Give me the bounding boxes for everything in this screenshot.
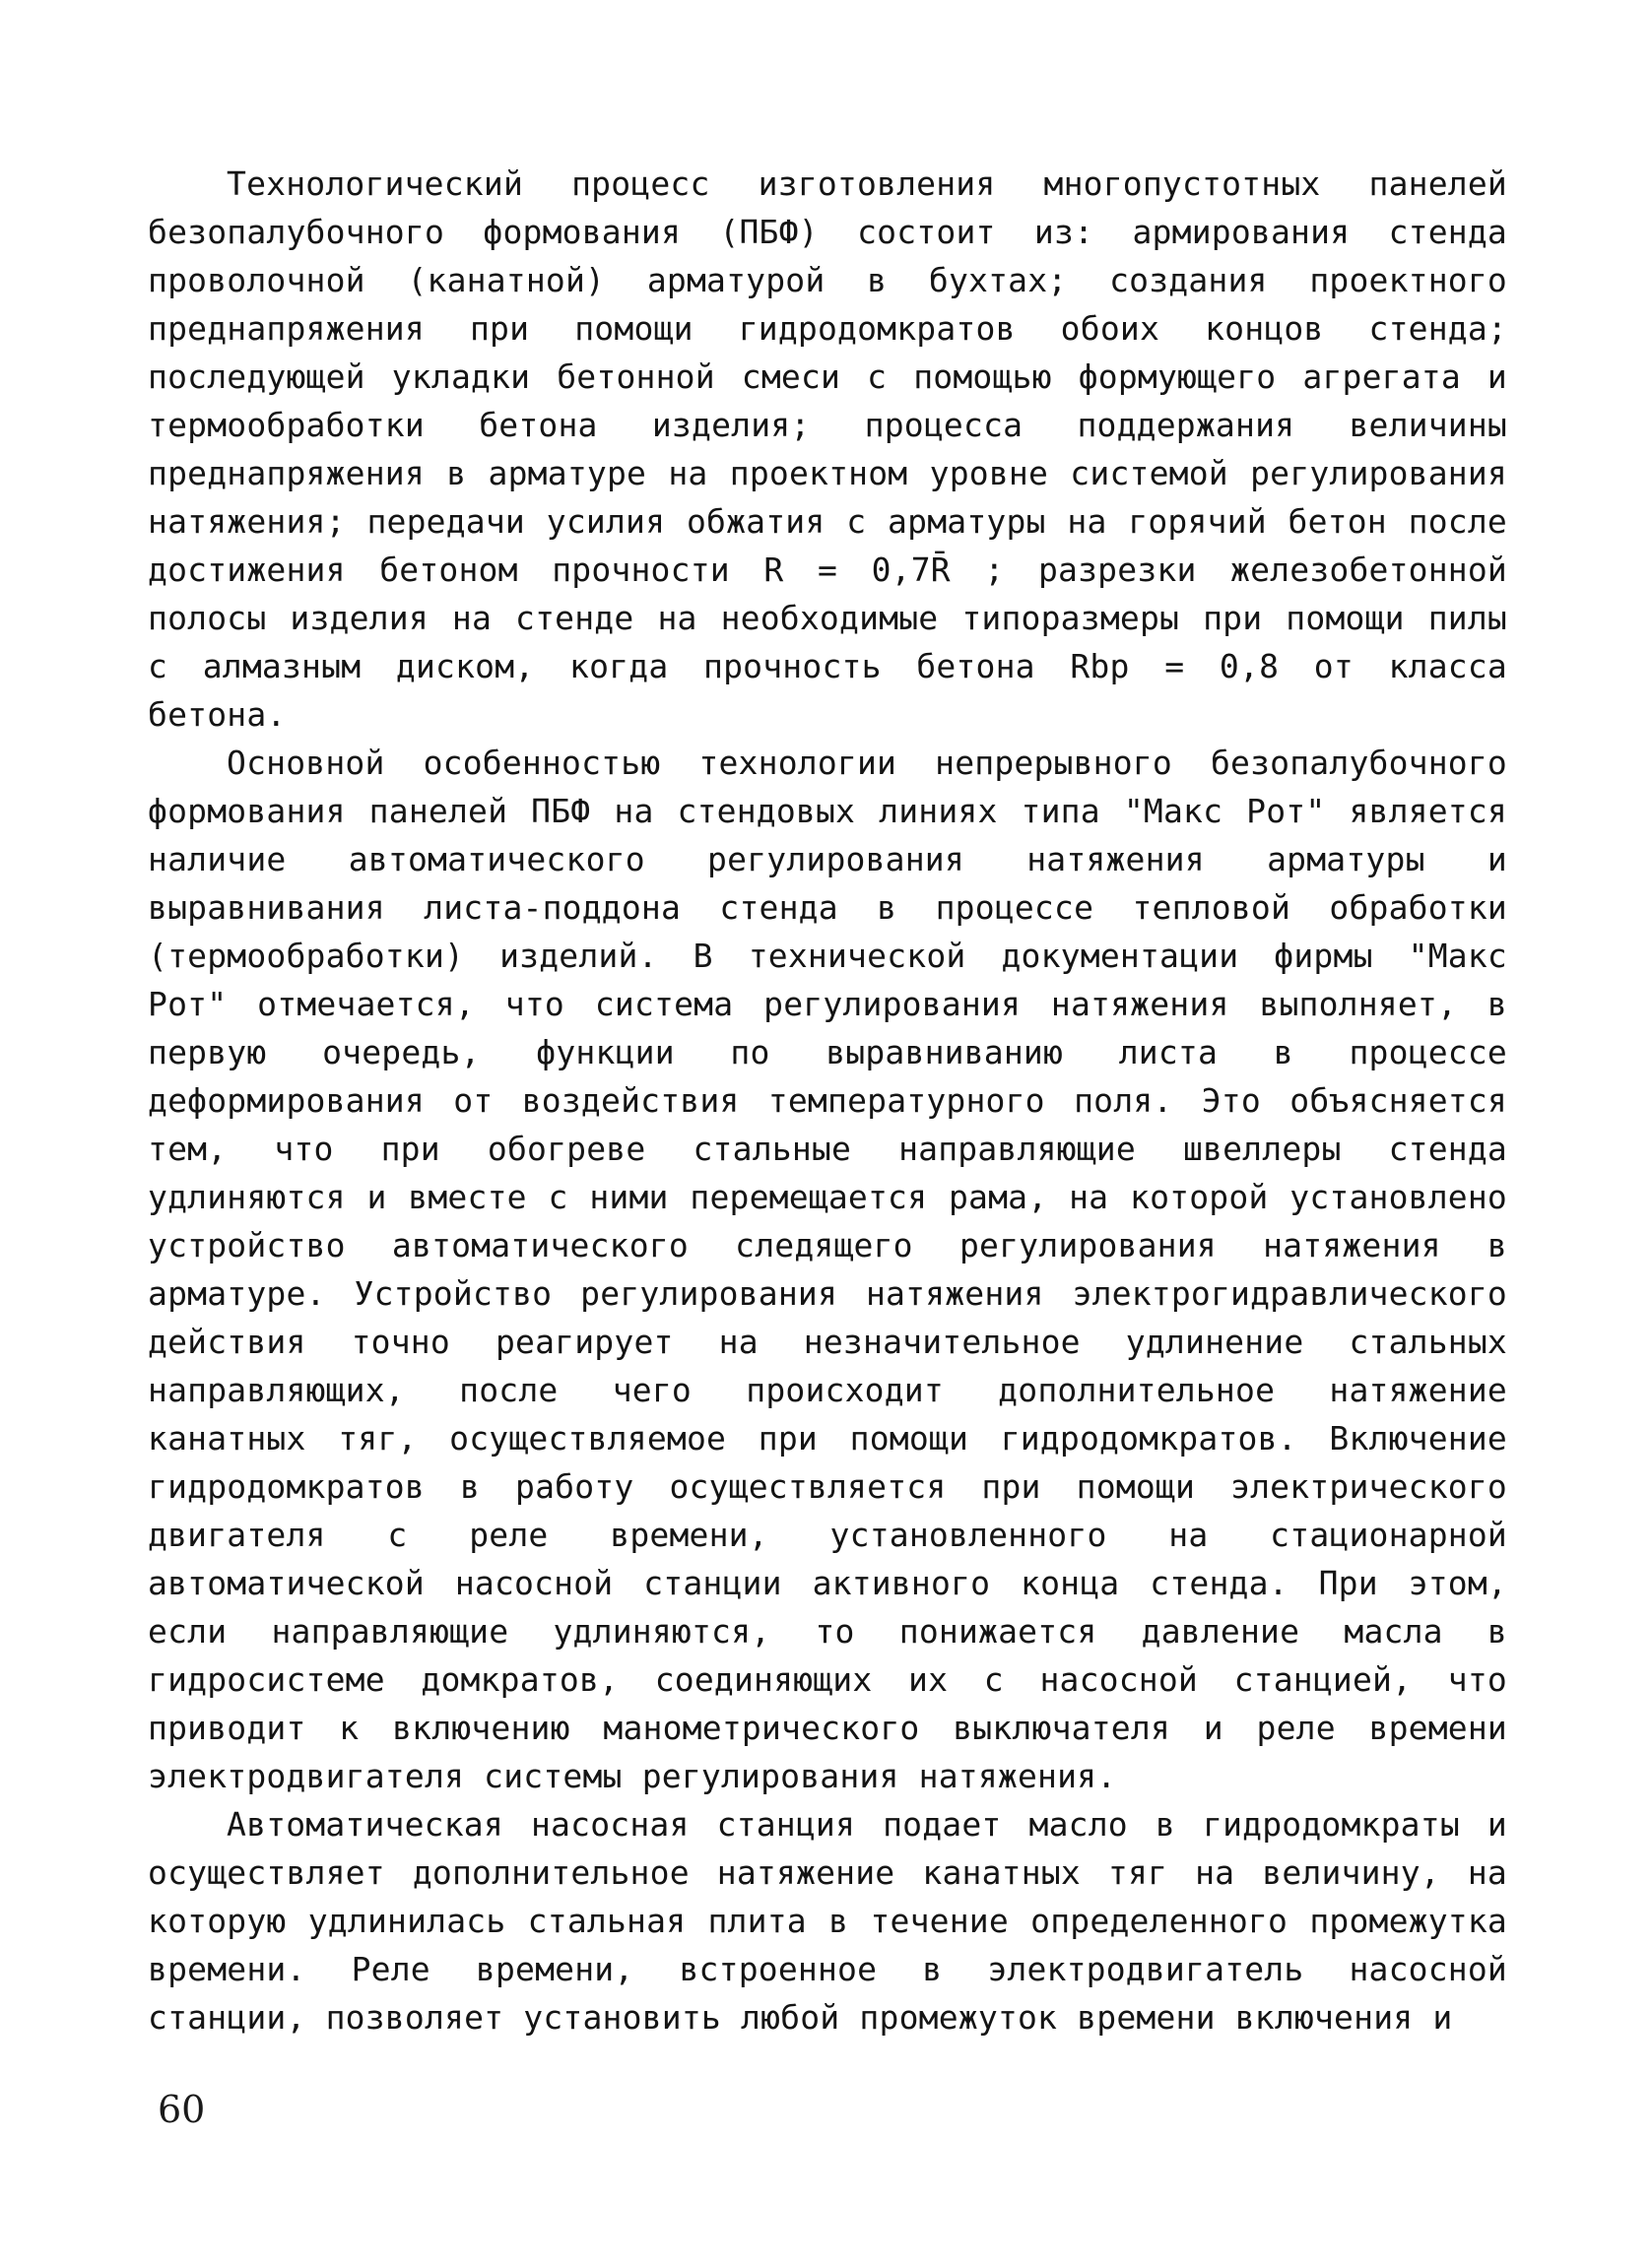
body-text: [148, 160, 1507, 2041]
paragraph-3: Автоматическая насосная станция подает масло в гидродомкраты и осуществляет дополнительное натяжение канатных тяг на величину, на которую удлинилась стальная плита в течение определенного промежутка времени. Реле времени, встроенное в электродвигатель насосной станции, позволяет установить любой промежуток времени включения и: [148, 1805, 1507, 2037]
paragraph-2: Основной особенностью технологии непрерывного безопалубочного формования панелей ПБФ на стендовых линиях типа "Макс Рот" является наличие автоматического регулирования натяжения арматуры и выравнивания листа-поддона стенда в процессе тепловой обработки (термообработки) изделий. В технической документации фирмы "Макс Рот" отмечается, что система регулирования натяжения выполняет, в первую очередь, функции по выравниванию листа в процессе деформирования от воздействия температурного поля. Это объясняется тем, что при обогреве стальные направляющие швеллеры стенда удлиняются и вместе с ними перемещается рама, на которой установлено устройство автоматического следящего регулирования натяжения в арматуре. Устройство регулирования натяжения электрогидравлического действия точно реагирует на незначительное удлинение стальных направляющих, после чего происходит дополнительное натяжение канатных тяг, осуществляемое при помощи гидродомкратов. Включение гидродомкратов в работу осуществляется при помощи электрического двигателя с реле времени, установленного на стационарной автоматической насосной станции активного конца стенда. При этом, если направляющие удлиняются, то понижается давление масла в гидросистеме домкратов, соединяющих их с насосной станцией, что приводит к включению манометрического выключателя и реле времени электродвигателя системы регулирования натяжения.: [148, 744, 1507, 1795]
page-number: 60: [158, 2088, 206, 2131]
paragraph-1: Технологический процесс изготовления многопустотных панелей безопалубочного формования (ПБФ) состоит из: армирования стенда проволочной (канатной) арматурой в бухтах; создания проектного преднапряжения при помощи гидродомкратов обоих концов стенда; последующей укладки бетонной смеси с помощью формующего агрегата и термообработки бетона изделия; процесса поддержания величины преднапряжения в арматуре на проектном уровне системой регулирования натяжения; передачи усилия обжатия с арматуры на горячий бетон после достижения бетоном прочности R = 0,7R̄ ; разрезки железобетонной полосы изделия на стенде на необходимые типоразмеры при помощи пилы с алмазным диском, когда прочность бетона Rbp = 0,8 от класса бетона.: [148, 164, 1507, 734]
